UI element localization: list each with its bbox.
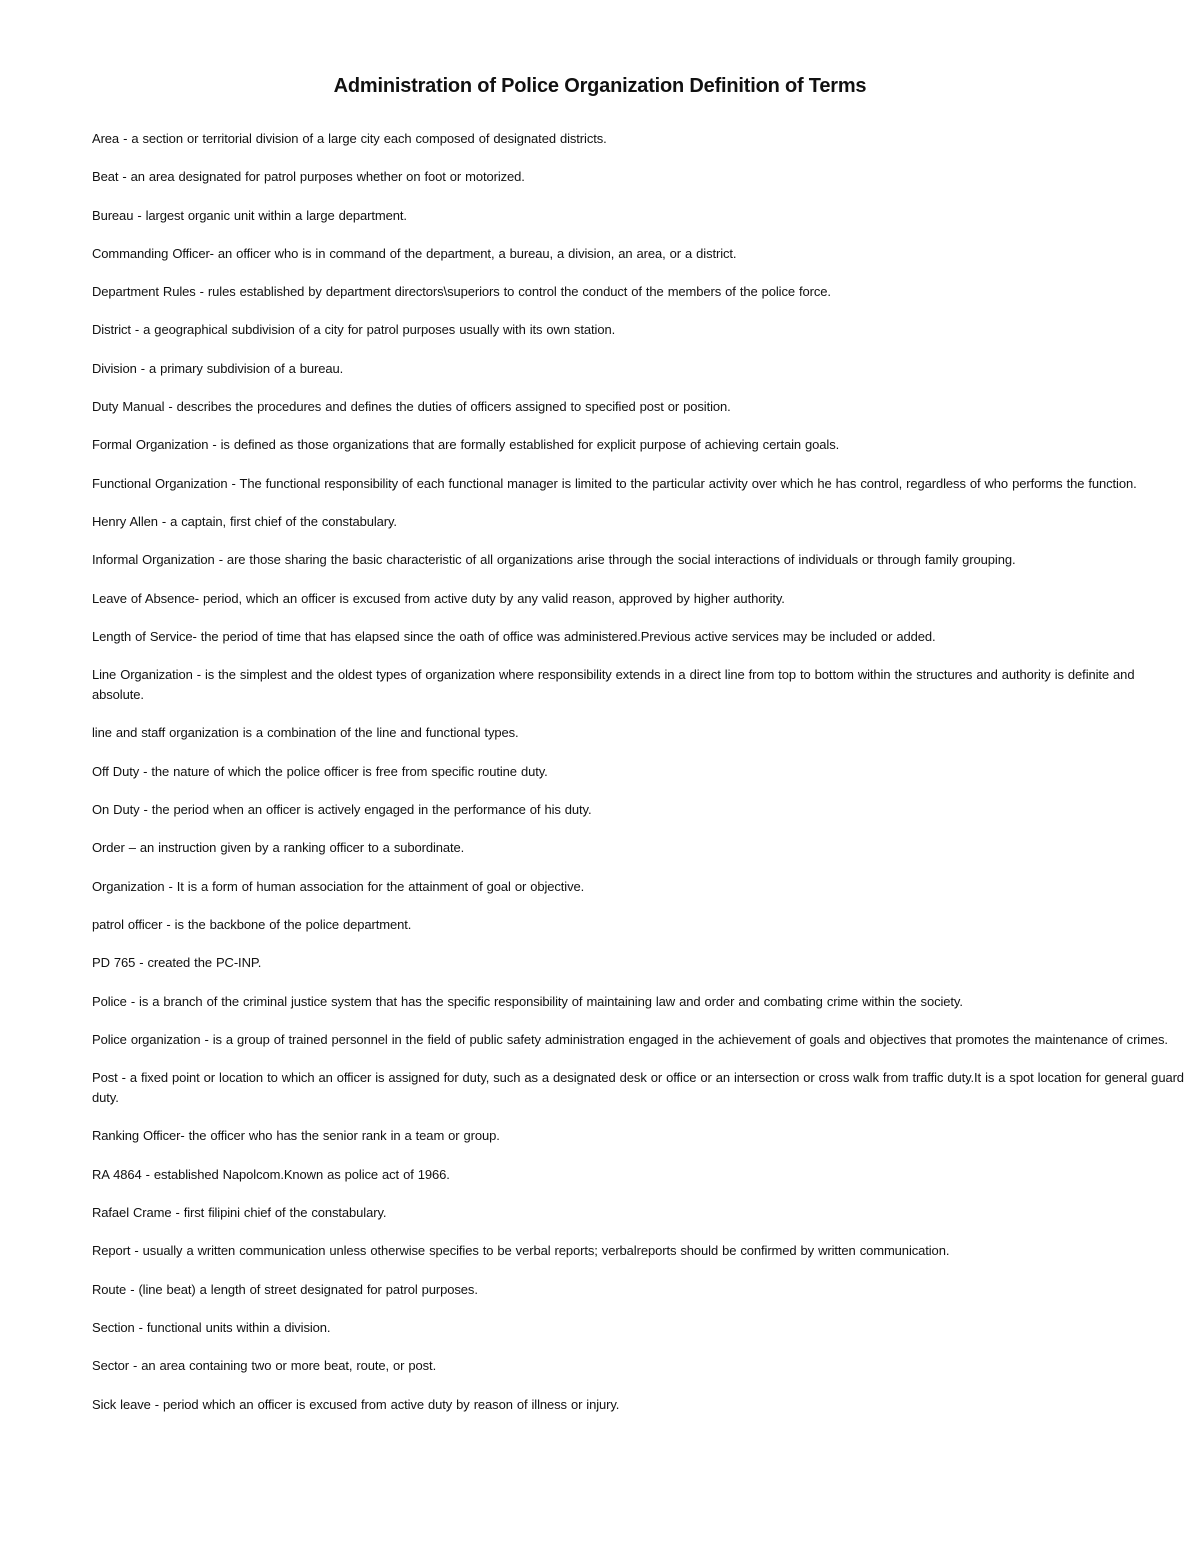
term-definition: Line Organization - is the simplest and the oldest types of organization where responsibility extends in a direct line from top to bottom within the structures and authority is definite and absolute. (92, 667, 1135, 703)
document-title: Administration of Police Organization Definition of Terms (333, 75, 867, 97)
term-definition: Rafael Crame - first filipini chief of the constabulary. (92, 1205, 387, 1221)
term-definition: Sick leave - period which an officer is excused from active duty by reason of illness or injury. (92, 1396, 620, 1412)
term-definition: Report - usually a written communication unless otherwise specifies to be verbal reports; verbalreports should be confirmed by written communication. (92, 1243, 950, 1259)
term-definition: Department Rules - rules established by department directors\superiors to control the conduct of the members of the police force. (92, 284, 831, 300)
term-definition: Duty Manual - describes the procedures and defines the duties of officers assigned to specified post or position. (92, 399, 731, 415)
term-definition: Police - is a branch of the criminal justice system that has the specific responsibility of maintaining law and order and combating crime within the society. (92, 993, 963, 1009)
term-definition: Ranking Officer- the officer who has the senior rank in a team or group. (92, 1128, 500, 1144)
term-definition: Off Duty - the nature of which the police officer is free from specific routine duty. (92, 763, 548, 779)
terms-list (92, 129, 1184, 1433)
term-definition: Section - functional units within a division. (92, 1319, 331, 1335)
term-definition: patrol officer - is the backbone of the police department. (92, 916, 412, 932)
term-definition: Informal Organization - are those sharing the basic characteristic of all organizations arise through the social interactions of individuals or through family grouping. (92, 552, 1016, 568)
term-definition: Henry Allen - a captain, first chief of the constabulary. (92, 513, 397, 529)
term-definition: Area - a section or territorial division of a large city each composed of designated districts. (92, 131, 607, 146)
term-definition: On Duty - the period when an officer is actively engaged in the performance of his duty. (92, 802, 592, 818)
term-definition: Length of Service- the period of time that has elapsed since the oath of office was administered.Previous active services may be included or added. (92, 628, 936, 644)
term-definition: Formal Organization - is defined as those organizations that are formally established for explicit purpose of achieving certain goals. (92, 437, 840, 453)
term-definition: Bureau - largest organic unit within a large department. (92, 207, 407, 223)
term-definition: Police organization - is a group of trained personnel in the field of public safety administration engaged in the achievement of goals and objectives that promotes the maintenance of crimes. (92, 1031, 1168, 1047)
term-definition: line and staff organization is a combination of the line and functional types. (92, 725, 519, 741)
term-definition: PD 765 - created the PC-INP. (92, 955, 262, 971)
term-definition: Commanding Officer- an officer who is in command of the department, a bureau, a division, an area, or a district. (92, 245, 737, 261)
term-definition: Leave of Absence- period, which an officer is excused from active duty by any valid reason, approved by higher authority. (92, 590, 785, 606)
term-definition: Post - a fixed point or location to which an officer is assigned for duty, such as a designated desk or office or an intersection or cross walk from traffic duty.It is a spot location for general guard duty. (92, 1070, 1184, 1106)
term-definition: Division - a primary subdivision of a bureau. (92, 360, 344, 376)
term-definition: Organization - It is a form of human association for the attainment of goal or objective. (92, 878, 585, 894)
term-definition: Route - (line beat) a length of street designated for patrol purposes. (92, 1281, 478, 1297)
term-definition: Beat - an area designated for patrol purposes whether on foot or motorized. (92, 169, 525, 185)
term-definition: District - a geographical subdivision of a city for patrol purposes usually with its own station. (92, 322, 616, 338)
term-definition: Order – an instruction given by a ranking officer to a subordinate. (92, 840, 465, 856)
term-definition: Sector - an area containing two or more beat, route, or post. (92, 1358, 437, 1374)
term-definition: RA 4864 - established Napolcom.Known as police act of 1966. (92, 1166, 450, 1182)
term-definition: Functional Organization - The functional responsibility of each functional manager is limited to the particular activity over which he has control, regardless of who performs the function. (92, 475, 1137, 491)
